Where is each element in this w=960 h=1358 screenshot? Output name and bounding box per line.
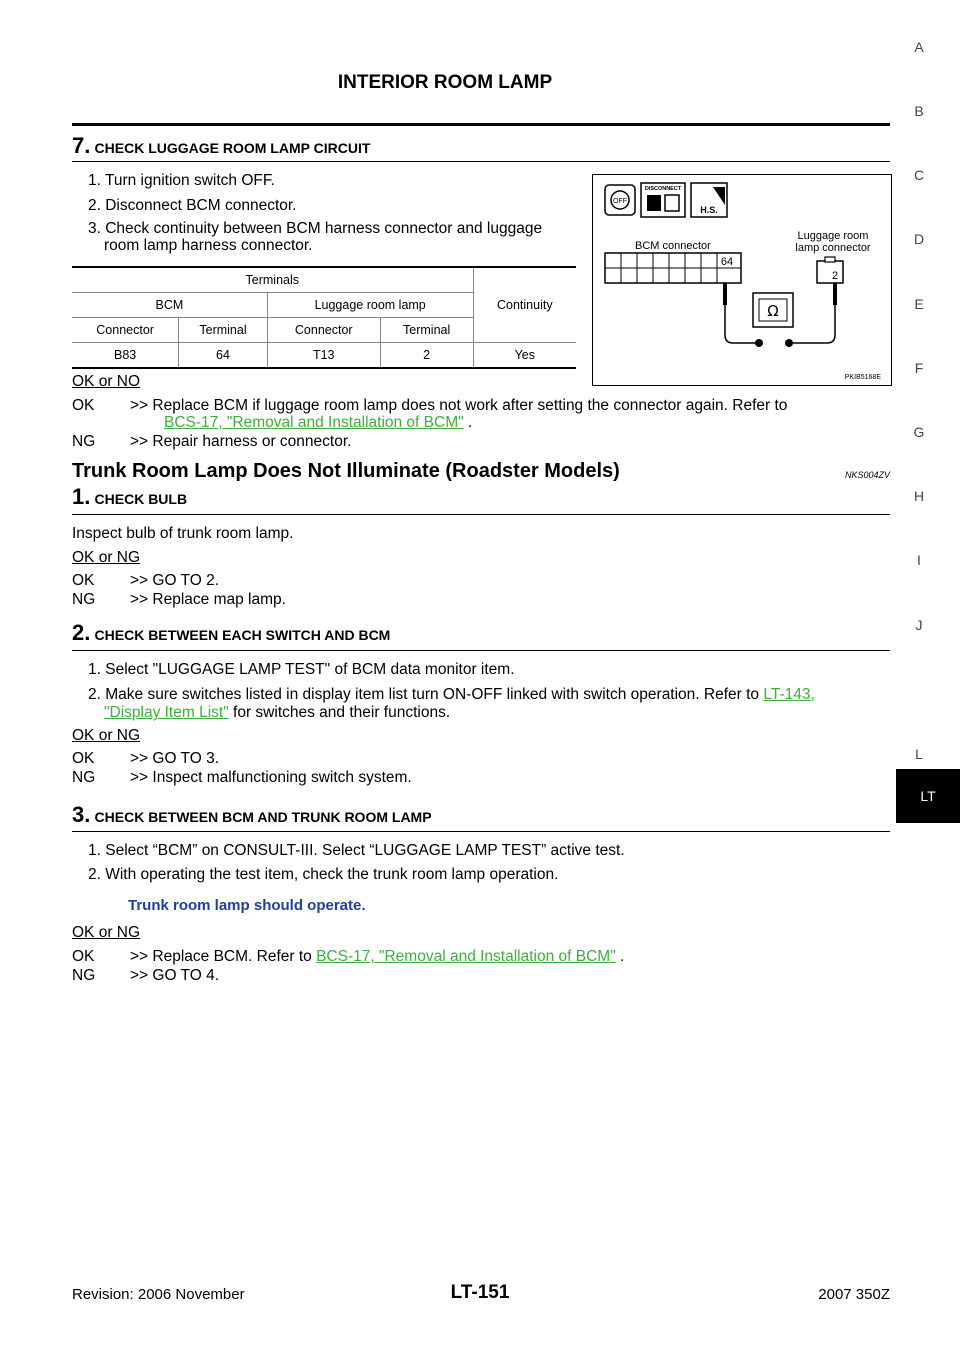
diagram-graphic: [593, 175, 891, 385]
svg-text:DISCONNECT: DISCONNECT: [644, 186, 682, 192]
step-3-ok-text: >> Replace BCM. Refer to: [130, 948, 312, 965]
step-7-number: 7.: [72, 133, 91, 158]
side-index-letter[interactable]: E: [914, 296, 924, 312]
connector-diagram: [592, 174, 892, 386]
th-terminal-2: Terminal: [380, 318, 473, 343]
step-7-title: CHECK LUGGAGE ROOM LAMP CIRCUIT: [94, 140, 371, 156]
th-terminal-1: Terminal: [179, 318, 268, 343]
svg-text:2: 2: [831, 270, 839, 282]
step-3-okng: OK or NG: [72, 924, 141, 941]
step-7-item-2: 2. Disconnect BCM connector.: [88, 197, 297, 214]
cell-terminal-1: 64: [179, 343, 268, 369]
step-1-title: CHECK BULB: [94, 491, 188, 507]
bcm-connector-icon: [605, 253, 741, 283]
step-2-heading: [72, 620, 390, 646]
svg-text:PKIB5168E: PKIB5168E: [844, 374, 881, 381]
step-3-ok-tail: .: [620, 948, 625, 965]
step-3-note: Trunk room lamp should operate.: [128, 897, 366, 914]
svg-text:Luggage room: Luggage room: [797, 230, 869, 242]
th-connector-1: Connector: [72, 318, 179, 343]
side-index-letter[interactable]: F: [914, 360, 924, 376]
disconnect-icon: [641, 183, 685, 217]
side-tab-lt[interactable]: LT: [896, 769, 960, 823]
step-1-rule: [72, 514, 890, 515]
step-7-heading: [72, 133, 370, 159]
th-connector-2: Connector: [267, 318, 380, 343]
side-index-letter[interactable]: L: [915, 746, 923, 762]
lt-143-link[interactable]: LT-143,: [763, 686, 815, 703]
step-7-item-3-cont: room lamp harness connector.: [104, 237, 313, 254]
cell-connector-2: T13: [267, 343, 380, 369]
svg-text:H.S.: H.S.: [700, 205, 718, 215]
step-3-ok-line: [130, 948, 624, 966]
step-1-heading: [72, 484, 187, 510]
step-2-ok-prefix: OK: [72, 750, 95, 767]
step-7-ok-tail: .: [467, 414, 473, 431]
step-2-item-1: 1. Select "LUGGAGE LAMP TEST" of BCM data monitor item.: [88, 661, 515, 678]
step-3-title: CHECK BETWEEN BCM AND TRUNK ROOM LAMP: [94, 809, 432, 825]
side-index-letter[interactable]: C: [913, 167, 925, 183]
step-2-title: CHECK BETWEEN EACH SWITCH AND BCM: [94, 627, 391, 643]
step-2-ng-text: >> Inspect malfunctioning switch system.: [130, 769, 412, 786]
side-index-letter[interactable]: A: [914, 39, 924, 55]
luggage-connector-icon: [817, 257, 843, 283]
step-2-okng: OK or NG: [72, 727, 141, 744]
cell-continuity: Yes: [473, 343, 576, 369]
side-index-letter[interactable]: J: [915, 617, 923, 633]
side-index-letter[interactable]: G: [913, 424, 925, 440]
th-continuity: Continuity: [473, 267, 576, 343]
step-7-okng: OK or NO: [72, 373, 141, 390]
step-7-item-1: 1. Turn ignition switch OFF.: [88, 172, 275, 189]
step-7-ng-text: >> Repair harness or connector.: [130, 433, 352, 450]
step-3-ok-prefix: OK: [72, 948, 95, 965]
ignition-off-icon: [605, 185, 635, 215]
svg-text:OFF: OFF: [613, 198, 627, 205]
step-3-item-1: 1. Select “BCM” on CONSULT-III. Select “LUGGAGE LAMP TEST” active test.: [88, 842, 625, 859]
step-7-ok-text: >> Replace BCM if luggage room lamp does not work after setting the connector again. Refer to: [130, 397, 788, 414]
display-item-list-link[interactable]: "Display Item List": [104, 704, 229, 721]
bcs-17-link[interactable]: BCS-17, "Removal and Installation of BCM": [164, 414, 464, 431]
svg-text:Ω: Ω: [767, 302, 779, 320]
bcs-17-link-2[interactable]: BCS-17, "Removal and Installation of BCM": [316, 948, 616, 965]
th-terminals: Terminals: [72, 267, 473, 293]
harness-service-icon: [691, 183, 727, 217]
step-1-ok-text: >> GO TO 2.: [130, 572, 220, 589]
step-3-rule: [72, 831, 890, 832]
step-7-ok-link-line: [164, 414, 472, 432]
page-title: INTERIOR ROOM LAMP: [337, 72, 553, 93]
step-1-ok-prefix: OK: [72, 572, 95, 589]
table-row: [72, 343, 576, 369]
step-7-item-3: 3. Check continuity between BCM harness connector and luggage: [88, 220, 543, 237]
terminals-table: [72, 266, 576, 369]
step-2-ng-prefix: NG: [72, 769, 96, 786]
header-rule: [72, 123, 890, 126]
step-2-rule: [72, 650, 890, 651]
footer-page-number: LT-151: [450, 1282, 510, 1303]
side-index-letter[interactable]: H: [913, 488, 925, 504]
cell-connector-1: B83: [72, 343, 179, 369]
step-7-ok-prefix: OK: [72, 397, 95, 414]
side-index-letter[interactable]: D: [913, 231, 925, 247]
step-2-item-2-cont: [104, 704, 450, 722]
step-1-okng: OK or NG: [72, 549, 141, 566]
step-2-item-2-line: [88, 686, 815, 704]
svg-text:BCM connector: BCM connector: [635, 240, 711, 252]
step-7-ng-prefix: NG: [72, 433, 96, 450]
cell-terminal-2: 2: [380, 343, 473, 369]
step-1-ng-text: >> Replace map lamp.: [130, 591, 286, 608]
step-3-item-2: 2. With operating the test item, check the trunk room lamp operation.: [88, 866, 559, 883]
side-index-letter[interactable]: I: [917, 552, 921, 568]
svg-text:lamp connector: lamp connector: [795, 242, 871, 254]
step-1-number: 1.: [72, 484, 91, 509]
footer-revision: Revision: 2006 November: [72, 1286, 245, 1303]
step-1-ng-prefix: NG: [72, 591, 96, 608]
svg-text:64: 64: [720, 256, 734, 268]
step-2-item-2: 2. Make sure switches listed in display item list turn ON-OFF linked with switch operation. Refer to: [88, 686, 760, 703]
section-code: NKS004ZV: [844, 470, 890, 480]
step-7-rule: [72, 161, 890, 162]
side-index-letter[interactable]: B: [914, 103, 924, 119]
step-3-ng-prefix: NG: [72, 967, 96, 984]
step-1-text: Inspect bulb of trunk room lamp.: [72, 525, 294, 542]
section-heading: Trunk Room Lamp Does Not Illuminate (Roadster Models): [72, 460, 620, 482]
step-3-number: 3.: [72, 802, 91, 827]
th-luggage: Luggage room lamp: [267, 293, 473, 318]
ohmmeter-icon: [753, 293, 793, 347]
step-2-ok-text: >> GO TO 3.: [130, 750, 220, 767]
th-bcm: BCM: [72, 293, 267, 318]
step-3-ng-text: >> GO TO 4.: [130, 967, 220, 984]
step-3-heading: [72, 802, 432, 828]
step-2-item-2-tail: for switches and their functions.: [233, 704, 451, 721]
step-2-number: 2.: [72, 620, 91, 645]
footer-model: 2007 350Z: [818, 1286, 890, 1303]
